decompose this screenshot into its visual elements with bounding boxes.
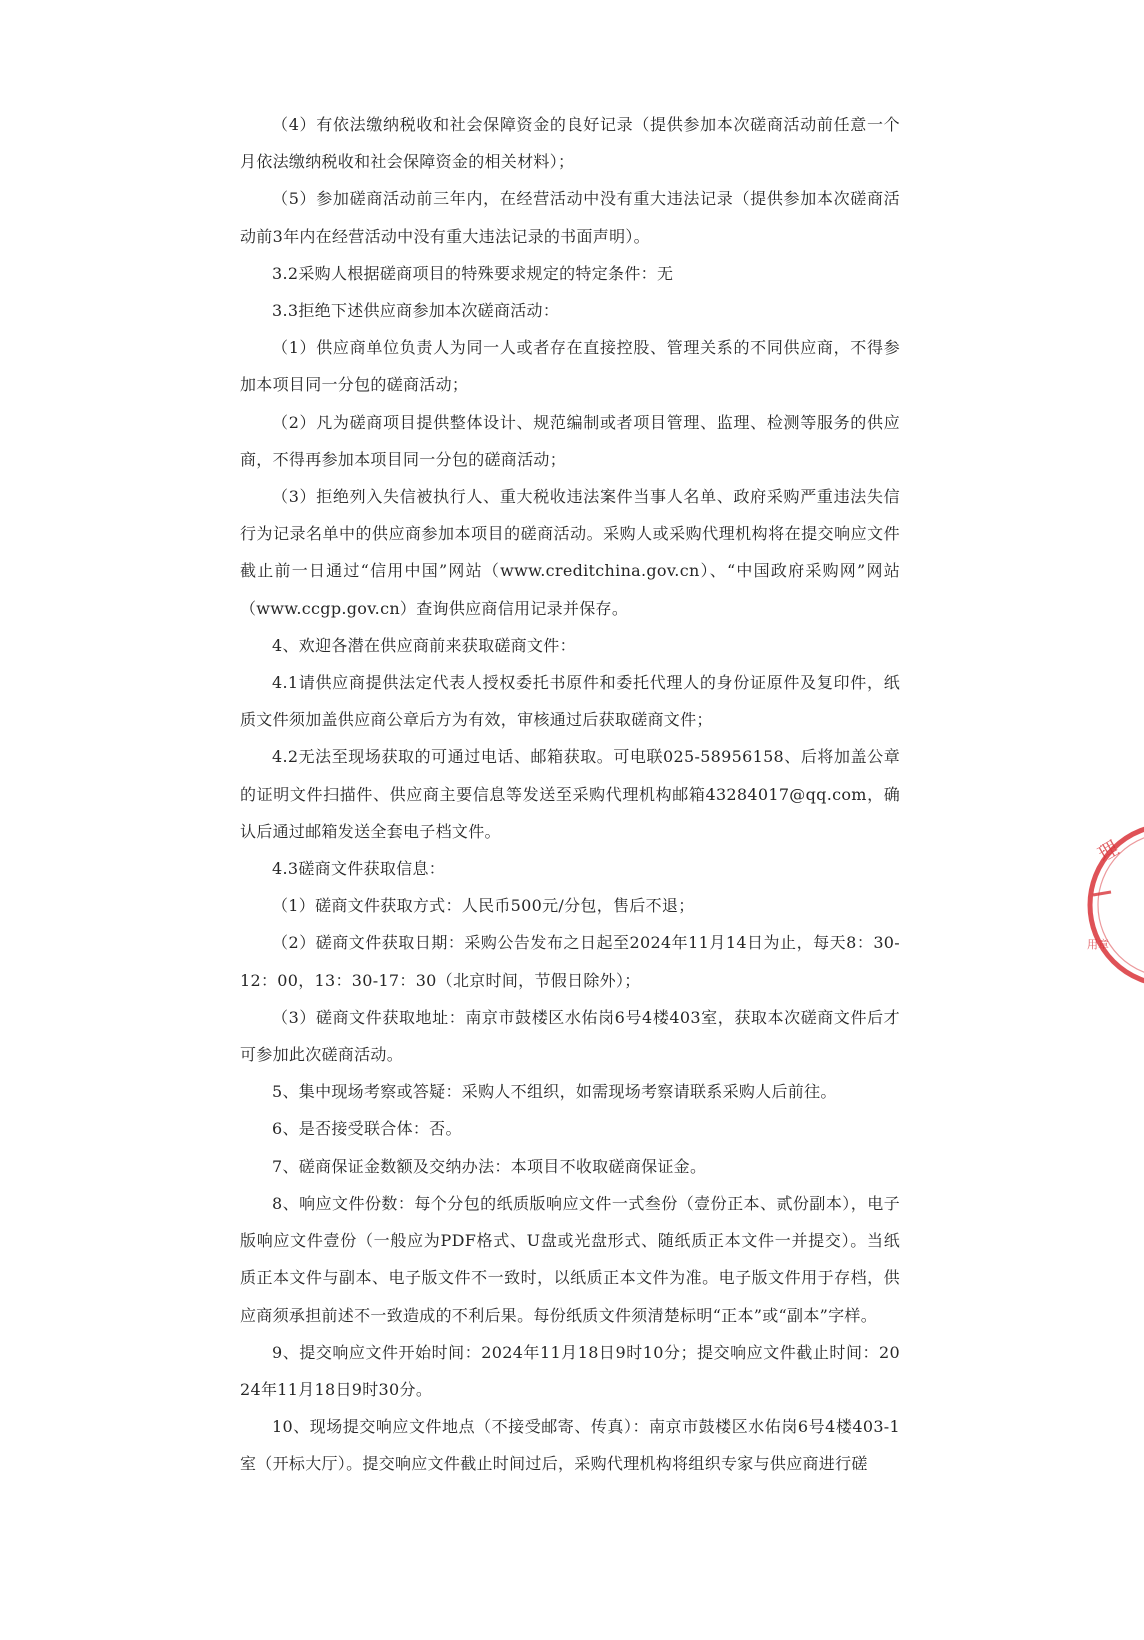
paragraph-5: 5、集中现场考察或答疑：采购人不组织，如需现场考察请联系采购人后前往。 xyxy=(272,1082,837,1102)
paragraph-8: 8、响应文件份数：每个分包的纸质版响应文件一式叁份（壹份正本、贰份副本），电子版响应文件壹份（一般应为PDF格式、U盘或光盘形式、随纸质正本文件一并提交）。当纸质正本文件与副本、电子版文件不一致时，以纸质正本文件为准。电子版文件用于存档，供应商须承担前述不一致造成的不利后果。每份纸质文件须清楚标明“正本”或“副本”字样。 xyxy=(240,1193,900,1325)
official-seal-stamp xyxy=(1085,820,1144,990)
paragraph-3-3: 3.3拒绝下述供应商参加本次磋商活动： xyxy=(272,301,560,321)
paragraph-4-3-2: （2）磋商文件获取日期：采购公告发布之日起至2024年11月14日为止，每天8：30-12：00，13：30-17：30（北京时间，节假日除外）； xyxy=(240,933,900,990)
paragraph-10: 10、现场提交响应文件地点（不接受邮寄、传真）：南京市鼓楼区水佑岗6号4楼403-1室（开标大厅）。提交响应文件截止时间过后，采购代理机构将组织专家与供应商进行磋 xyxy=(240,1417,900,1474)
paragraph-no-violation: （5）参加磋商活动前三年内，在经营活动中没有重大违法记录（提供参加本次磋商活动前3年内在经营活动中没有重大违法记录的书面声明）。 xyxy=(240,189,900,246)
paragraph-3-2: 3.2采购人根据磋商项目的特殊要求规定的特定条件：无 xyxy=(272,263,674,283)
svg-text:用章: 用章 xyxy=(1087,938,1109,951)
document-body xyxy=(240,106,900,1483)
paragraph-4-3: 4.3磋商文件获取信息： xyxy=(272,859,446,879)
paragraph-7: 7、磋商保证金数额及交纳办法：本项目不收取磋商保证金。 xyxy=(272,1156,707,1176)
paragraph-4-3-3: （3）磋商文件获取地址：南京市鼓楼区水佑岗6号4楼403室，获取本次磋商文件后才可参加此次磋商活动。 xyxy=(240,1007,900,1065)
paragraph-3-3-3: （3）拒绝列入失信被执行人、重大税收违法案件当事人名单、政府采购严重违法失信行为记录名单中的供应商参加本项目的磋商活动。采购人或采购代理机构将在提交响应文件截止前一日通过“信用中国”网站（www.creditchina.gov.cn）、“中国政府采购网”网站（www.ccgp.gov.cn）查询供应商信用记录并保存。 xyxy=(240,487,900,618)
paragraph-4-3-1: （1）磋商文件获取方式：人民币500元/分包，售后不退； xyxy=(272,896,695,916)
paragraph-4-1: 4.1请供应商提供法定代表人授权委托书原件和委托代理人的身份证原件及复印件，纸质文件须加盖供应商公章后方为有效，审核通过后获取磋商文件； xyxy=(240,673,900,730)
paragraph-4-2: 4.2无法至现场获取的可通过电话、邮箱获取。可电联025-58956158、后将加盖公章的证明文件扫描件、供应商主要信息等发送至采购代理机构邮箱43284017@qq.com，确认后通过邮箱发送全套电子档文件。 xyxy=(240,747,900,841)
paragraph-6: 6、是否接受联合体：否。 xyxy=(272,1119,462,1139)
paragraph-4: 4、欢迎各潜在供应商前来获取磋商文件： xyxy=(272,635,576,655)
paragraph-9: 9、提交响应文件开始时间：2024年11月18日9时10分；提交响应文件截止时间：2024年11月18日9时30分。 xyxy=(240,1342,900,1399)
paragraph-tax-record: （4）有依法缴纳税收和社会保障资金的良好记录（提供参加本次磋商活动前任意一个月依法缴纳税收和社会保障资金的相关材料）； xyxy=(240,115,900,172)
paragraph-3-3-1: （1）供应商单位负责人为同一人或者存在直接控股、管理关系的不同供应商，不得参加本项目同一分包的磋商活动； xyxy=(240,338,900,395)
svg-text:理: 理 xyxy=(1093,835,1123,867)
paragraph-3-3-2: （2）凡为磋商项目提供整体设计、规范编制或者项目管理、监理、检测等服务的供应商，不得再参加本项目同一分包的磋商活动； xyxy=(240,412,900,469)
